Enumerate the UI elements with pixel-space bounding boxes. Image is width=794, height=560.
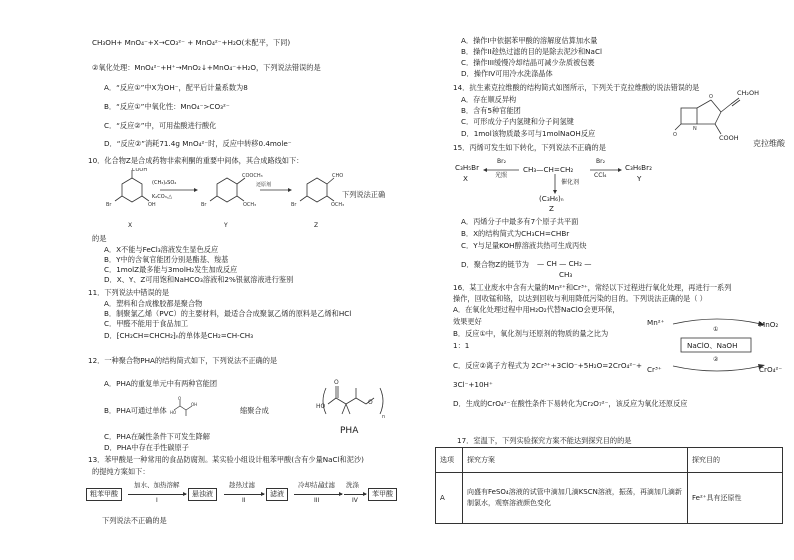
table-cell-plan: 向盛有FeSO₄溶液的试管中滴加几滴KSCN溶液，振荡，再滴加几滴新制氯水，观察溶液颜色变化 [463, 473, 688, 524]
q15-c3h6br2: C₃H₆Br₂ [625, 163, 652, 172]
q16-reagent: NaClO、NaOH [687, 341, 738, 350]
q17-stem: 17．室温下，下列实验探究方案不能达到探究目的的是 [457, 436, 632, 445]
svg-text:O: O [334, 379, 339, 386]
q16-option-b: B．反应①中，氧化剂与还原剂的物质的量之比为 [453, 329, 609, 338]
flow-arrow-1 [128, 494, 186, 495]
table-header-plan: 探究方案 [463, 448, 688, 473]
q15-option-b: B．X的结构简式为CH₃CH=CHBr [461, 229, 570, 238]
q15-polymer: (C₃H₆)ₙ [539, 194, 564, 203]
q15-stem: 15．丙烯可发生如下转化，下列说法不正确的是 [453, 143, 606, 152]
table-header-row [436, 448, 783, 473]
svg-text:OH: OH [191, 402, 198, 407]
q15-option-c: C．Y与足量KOH醇溶液共热可生成丙炔 [461, 241, 587, 250]
q10-option-d: D．X、Y、Z可用饱和NaHCO₃溶液和2%银氨溶液进行鉴别 [104, 275, 294, 284]
flow-step-2: II [242, 497, 246, 504]
q16-cro4: CrO₄²⁻ [759, 365, 783, 374]
table-header-option: 选项 [436, 448, 463, 473]
q14-option-b: B．含有5种官能团 [461, 106, 521, 115]
q12-option-d: D．PHA中存在手性碳原子 [104, 443, 189, 452]
q15-x: X [463, 174, 468, 183]
q16-mno2: MnO₂ [759, 320, 779, 329]
svg-text:CHO: CHO [332, 173, 344, 179]
svg-text:O: O [368, 399, 373, 406]
q16-option-d: D．生成的CrO₄²⁻在酸性条件下易转化为Cr₂O₇²⁻，该反应为氧化还原反应 [453, 399, 688, 408]
q14-label: 克拉维酸 [753, 139, 785, 148]
q16-circle-2: ② [713, 356, 719, 363]
flow-step-3: III [314, 497, 320, 504]
flow-box-benzoic-acid: 苯甲酸 [368, 488, 397, 501]
q15-ccl4: CCl₄ [594, 172, 607, 179]
svg-text:COOH: COOH [132, 168, 148, 173]
flow-box-crude: 粗苯甲酸 [86, 488, 122, 501]
q9-equation-1: CH₃OH+ MnO₄⁻+X→CO₃²⁻ + MnO₄²⁻+H₂O(未配平，下同) [92, 38, 291, 47]
q13-option-a: A．操作I中依据苯甲酸的溶解度估算加水量 [461, 36, 598, 45]
q15-br2-a: Br₂ [497, 158, 506, 165]
q10-reagent-2: 还原剂 [256, 182, 272, 188]
svg-text:n: n [382, 414, 386, 420]
q9-option-a: A．“反应①”中X为OH⁻，配平后计量系数为8 [104, 83, 248, 92]
q15-light: 光照 [495, 172, 508, 179]
q12-option-a: A．PHA的重复单元中有两种官能团 [104, 379, 218, 388]
q16-option-b-2: 1：1 [453, 341, 470, 350]
q11-option-c: C．甲醛不能用于食品加工 [104, 319, 189, 328]
flow-arrow-3 [294, 494, 342, 495]
q17-table [435, 447, 783, 524]
q10-label-z: Z [314, 222, 319, 229]
svg-text:OCH₃: OCH₃ [331, 202, 345, 208]
q12-option-b-tail: 缩聚合成 [240, 406, 269, 415]
q10-stem-tail-2: 的是 [92, 234, 107, 243]
flow-box-filtrate: 滤液 [266, 488, 288, 501]
q15-c3h5br: C₃H₅Br [455, 163, 480, 172]
flow-label-3: 冷却结晶 [298, 481, 324, 489]
svg-text:Br: Br [106, 202, 112, 208]
flow-step-4: IV [352, 497, 358, 504]
q13-option-c: C．操作III缓慢冷却结晶可减少杂质被包裹 [461, 58, 595, 67]
flow-box-suspension: 悬浊液 [188, 488, 217, 501]
q14-option-c: C．可形成分子内氢键和分子间氢键 [461, 117, 574, 126]
q12-option-c: C．PHA在碱性条件下可发生降解 [104, 432, 210, 441]
q11-option-a: A．塑料和合成橡胶都是聚合物 [104, 299, 203, 308]
q10-stem: 10．化合物Z是合成药物非索利酮的重要中间体，其合成路线如下： [88, 156, 304, 165]
molecule-z [300, 178, 334, 202]
q15-arrow-z [549, 174, 561, 194]
molecule-x [115, 170, 149, 202]
pha-label: PHA [340, 426, 359, 436]
q16-circle-1: ① [713, 326, 719, 333]
svg-text:HO: HO [170, 410, 177, 415]
q15-option-a: A．丙烯分子中最多有7个原子共平面 [461, 217, 579, 226]
table-cell-option: A [436, 473, 463, 524]
q15-option-d-chain: — CH — CH₂ — [537, 259, 592, 268]
q14-option-d: D．1mol该物质最多可与1molNaOH反应 [461, 129, 596, 138]
svg-text:O: O [673, 132, 677, 138]
pha-structure [314, 374, 409, 424]
svg-text:OCH₃: OCH₃ [243, 202, 257, 208]
q15-br2-b: Br₂ [596, 158, 605, 165]
svg-text:Br: Br [291, 202, 297, 208]
q10-label-x: X [128, 222, 133, 229]
q16-cr3: Cr³⁺ [647, 365, 662, 374]
q14-stem: 14．抗生素克拉维酸的结构简式如图所示，下列关于克拉维酸的说法错误的是 [453, 83, 700, 92]
svg-text:HO: HO [316, 403, 326, 410]
svg-text:O: O [709, 94, 713, 100]
table-cell-goal: Fe²⁺具有还原性 [688, 473, 783, 524]
q16-option-c-2: 3Cl⁻+10H⁺ [453, 380, 493, 389]
q13-option-b: B．操作II趁热过滤的目的是除去泥沙和NaCl [461, 47, 602, 56]
flow-label-1: 加水、加热溶解 [134, 481, 180, 489]
q15-propene: CH₃—CH=CH₂ [523, 165, 574, 174]
table-row [436, 473, 783, 524]
q10-synthesis-route [102, 168, 347, 224]
q16-option-a-2: 效果更好 [453, 317, 482, 326]
svg-text:Br: Br [201, 202, 207, 208]
flow-label-4: 过滤 [322, 481, 335, 489]
q15-option-d: D．聚合物Z的链节为 [461, 260, 529, 269]
molecule-y [210, 178, 245, 202]
table-header-goal: 探究目的 [688, 448, 783, 473]
q12-option-b: B．PHA可通过单体 [104, 406, 167, 415]
q15-y: Y [637, 174, 642, 183]
q16-stem: 16．某工业废水中含有大量的Mn²⁺和Cr³⁺，常经以下过程进行氧化处理，再进行一系列 [453, 283, 732, 292]
q9-option-c: C．“反应②”中，可用盐酸进行酸化 [104, 121, 217, 130]
flow-step-1: I [156, 497, 158, 504]
q16-option-c: C．反应②离子方程式为 2Cr³⁺+3ClO⁻+5H₂O=2CrO₄²⁻+ [453, 361, 643, 370]
q10-reagent-1b: K₂CO₃,△ [152, 194, 173, 200]
q12-stem: 12．一种聚合物PHA的结构简式如下，下列说法不正确的是 [88, 356, 278, 365]
flow-label-2: 趁热过滤 [229, 481, 255, 489]
svg-text:COOCH₃: COOCH₃ [242, 173, 263, 179]
q16-mn2: Mn²⁺ [647, 318, 665, 327]
q11-option-b: B．制聚氯乙烯（PVC）的主要材料，最适合合成聚氯乙烯的原料是乙烯和HCl [104, 309, 352, 318]
q10-stem-tail: 下列说法正确 [342, 190, 386, 199]
q10-option-c: C．1molZ最多能与3molH₂发生加成反应 [104, 265, 238, 274]
q12-monomer-structure [170, 396, 200, 420]
flow-label-5: 洗涤 [346, 481, 359, 489]
q11-option-d: D．⁅CH₂CH=CHCH₂⁆ₙ的单体是CH₂=CH-CH₃ [104, 331, 254, 340]
q13-stem: 13．苯甲酸是一种常用的食品防腐剂。某实验小组设计粗苯甲酸(含有少量NaCl和泥沙) [88, 455, 364, 464]
q10-option-b: B．Y中的含氧官能团分别是酯基、羧基 [104, 255, 229, 264]
q9-option-d: D．“反应②”消耗71.4g MnO₄²⁻时，反应中转移0.4mole⁻ [104, 139, 292, 148]
q10-option-a: A．X不能与FeCl₃溶液发生显色反应 [104, 245, 219, 254]
q14-cooh: COOH [719, 134, 739, 142]
q13-stem-2: 的提纯方案如下： [92, 467, 150, 476]
q9-oxidation-step: ②氧化处理：MnO₄²⁻+H⁺→MnO₂↓+MnO₄⁻+H₂O，下列说法错误的是 [92, 63, 321, 72]
svg-text:O: O [178, 396, 182, 401]
q11-stem: 11．下列说法中错误的是 [88, 288, 170, 297]
svg-text:OH: OH [148, 202, 156, 208]
flow-arrow-4 [344, 494, 366, 495]
q15-option-d-ch3: CH₃ [559, 270, 573, 279]
q10-label-y: Y [224, 222, 228, 229]
q15-catalyst: 催化剂 [561, 179, 580, 186]
q13-option-d: D．操作IV可用冷水洗涤晶体 [461, 69, 553, 78]
svg-text:N: N [693, 126, 697, 132]
flow-arrow-2 [224, 494, 264, 495]
q16-option-a: A．在氧化处理过程中用H₂O₂代替NaClO会更环保， [453, 305, 620, 314]
q14-ch2oh: CH₂OH [737, 89, 760, 97]
q14-option-a: A．存在顺反异构 [461, 95, 517, 104]
q16-stem-2: 操作，回收锰和铬，以达到回收与利用降低污染的目的。下列说法正确的是（ ） [453, 294, 707, 303]
q9-option-b: B．“反应①”中氧化性：MnO₄⁻>CO₃²⁻ [104, 102, 230, 111]
q13-question: 下列说法不正确的是 [102, 516, 167, 525]
q10-reagent-1: (CH₃)₂SO₄ [152, 180, 177, 186]
q15-z: Z [549, 204, 554, 213]
